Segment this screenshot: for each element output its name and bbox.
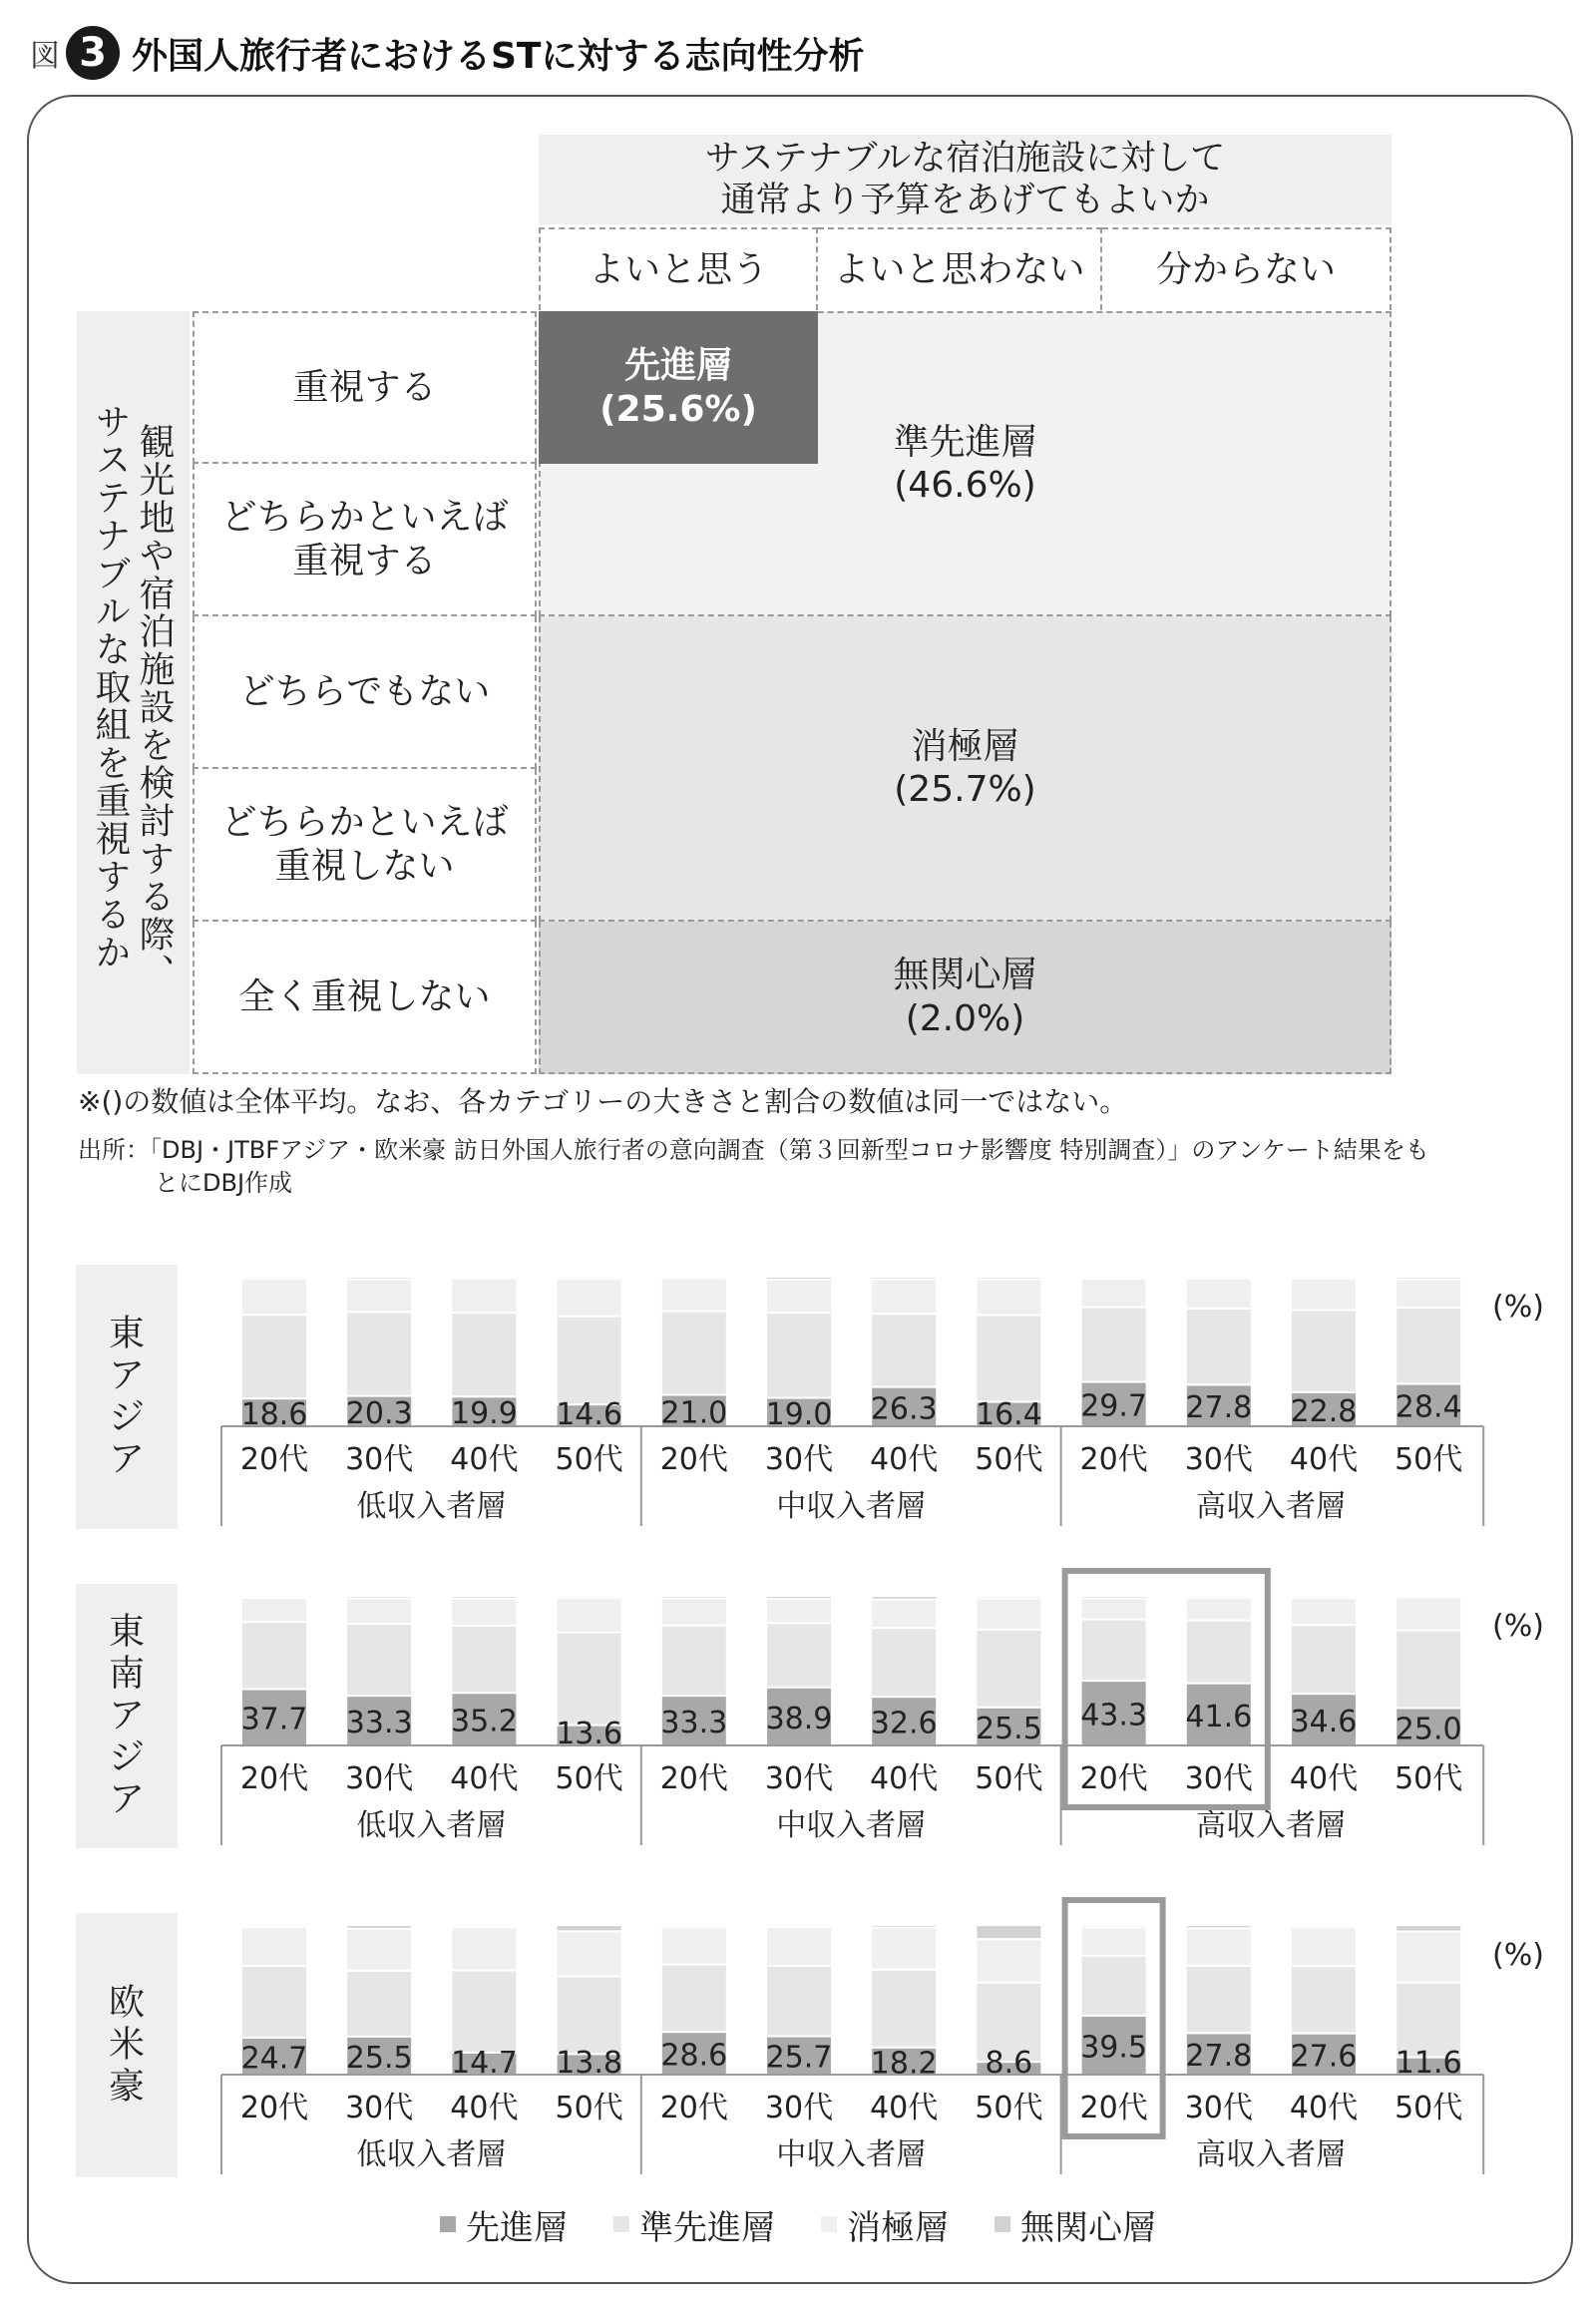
chart-legend xyxy=(0,2199,1596,2249)
panel1-tick-label-1: 20代 xyxy=(239,1442,309,1477)
panel1-value-label-3: 19.9 xyxy=(451,1396,518,1432)
panel1-value-label-1: 18.6 xyxy=(240,1397,308,1433)
panel1-group-label-2: 中収入者層 xyxy=(776,1489,927,1524)
panel1-unit-label: (%) xyxy=(1492,1290,1544,1325)
panel2-value-label-3: 35.2 xyxy=(451,1704,518,1739)
panel2-bar-passive-3 xyxy=(451,1599,517,1626)
matrix-side-header xyxy=(77,311,190,1074)
panel2-region-char: ア xyxy=(108,1778,146,1820)
note-text: ※()の数値は全体平均。なお、各カテゴリーの大きさと割合の数値は同一ではない。 xyxy=(78,1085,1128,1118)
panel3-bar-indifferent-12 xyxy=(1396,1925,1461,1932)
panel3-region-char: 豪 xyxy=(108,2066,146,2108)
panel1-value-label-4: 14.6 xyxy=(556,1397,622,1432)
panel3-bar-passive-2 xyxy=(346,1929,412,1971)
panel2-value-label-11: 34.6 xyxy=(1290,1705,1358,1740)
matrix-col-header-1: よいと思う xyxy=(539,227,818,310)
panel3-tick-label-11: 40代 xyxy=(1289,2091,1359,2125)
panel1-bar-indifferent-7 xyxy=(871,1277,937,1280)
matrix-row-header-4 xyxy=(193,769,537,922)
panel2-bar-passive-8 xyxy=(976,1598,1041,1630)
panel1-bar-semi-4 xyxy=(557,1317,622,1405)
panel1-bar-indifferent-10 xyxy=(1186,1277,1252,1279)
panel2-region-char: 東 xyxy=(108,1611,146,1653)
panel3-value-label-4: 13.8 xyxy=(556,2046,622,2081)
matrix-col-header-3: 分からない xyxy=(1102,227,1392,310)
legend-swatch-passive xyxy=(821,2216,837,2232)
panel3-bar-indifferent-1 xyxy=(241,1925,307,1927)
panel3-unit-label: (%) xyxy=(1492,1938,1544,1973)
panel1-value-label-7: 26.3 xyxy=(870,1391,938,1427)
panel3-bar-semi-10 xyxy=(1186,1966,1252,2034)
panel2-tick-label-12: 50代 xyxy=(1395,1761,1463,1796)
panel3-bar-semi-11 xyxy=(1291,1966,1357,2034)
segment-indifferent xyxy=(539,922,1392,1074)
panel2-bar-passive-1 xyxy=(241,1598,307,1622)
panel3-bar-indifferent-4 xyxy=(557,1925,622,1931)
panel2-bar-semi-10 xyxy=(1186,1621,1252,1684)
panel1-bar-indifferent-2 xyxy=(346,1277,412,1280)
panel1-value-label-8: 16.4 xyxy=(976,1397,1042,1432)
panel2-tick-label-10: 30代 xyxy=(1184,1761,1253,1796)
panel2-bar-indifferent-2 xyxy=(346,1596,412,1599)
panel1-bar-passive-1 xyxy=(241,1279,307,1315)
panel3-bar-passive-4 xyxy=(557,1931,622,1976)
panel3-bar-indifferent-7 xyxy=(871,1925,937,1928)
panel2-tick-label-6: 30代 xyxy=(764,1761,834,1796)
panel2-bar-indifferent-12 xyxy=(1396,1596,1461,1598)
panel1-bar-passive-11 xyxy=(1291,1279,1357,1311)
panel2-bar-indifferent-11 xyxy=(1291,1596,1357,1598)
panel3-bar-passive-6 xyxy=(766,1927,832,1966)
panel2-bar-indifferent-9 xyxy=(1081,1596,1147,1599)
panel2-value-label-9: 43.3 xyxy=(1080,1698,1147,1733)
panel3-value-label-5: 28.6 xyxy=(660,2038,728,2074)
panel3-bar-passive-1 xyxy=(241,1927,307,1966)
panel2-bar-indifferent-1 xyxy=(241,1596,307,1598)
panel1-bar-semi-8 xyxy=(976,1315,1041,1401)
indifferent-name: 無関心層 xyxy=(893,955,1037,996)
panel2-bar-indifferent-5 xyxy=(661,1596,727,1599)
panel1-value-label-9: 29.7 xyxy=(1080,1388,1147,1424)
panel1-bar-semi-7 xyxy=(871,1314,937,1387)
panel2-tick-label-2: 30代 xyxy=(345,1761,414,1796)
row1-line1: 重視する xyxy=(292,366,437,408)
panel3-bar-indifferent-6 xyxy=(766,1925,832,1927)
legend-label-leader: 先進層 xyxy=(466,2207,568,2248)
panel2-value-label-5: 33.3 xyxy=(660,1706,728,1741)
panel1-bar-semi-10 xyxy=(1186,1309,1252,1385)
matrix-col-header-2: よいと思わない xyxy=(818,227,1102,310)
panel3-value-label-12: 11.6 xyxy=(1395,2046,1462,2081)
panel1-tick-label-6: 30代 xyxy=(764,1442,834,1477)
semi-leader-name: 準先進層 xyxy=(893,421,1037,463)
panel3-bar-passive-11 xyxy=(1291,1927,1357,1966)
panel1-bar-passive-5 xyxy=(661,1279,727,1312)
panel1-bar-passive-4 xyxy=(557,1279,622,1317)
panel3-bar-passive-8 xyxy=(976,1939,1041,1983)
row3-line1: どちらでもない xyxy=(238,670,491,712)
panel3-tick-label-6: 30代 xyxy=(764,2091,834,2125)
panel3-bar-passive-12 xyxy=(1396,1932,1461,1983)
panel2-bar-semi-8 xyxy=(976,1630,1041,1708)
panel2-bar-semi-2 xyxy=(346,1624,412,1696)
panel3-tick-label-1: 20代 xyxy=(239,2091,309,2125)
legend-item-indifferent xyxy=(995,2200,1156,2249)
panel1-region-char: ジ xyxy=(108,1396,146,1438)
panel2-value-label-10: 41.6 xyxy=(1185,1699,1253,1734)
panel1-tick-label-8: 50代 xyxy=(975,1442,1043,1477)
panel1-group-label-1: 低収入者層 xyxy=(356,1489,507,1524)
panel1-bar-semi-6 xyxy=(766,1313,832,1398)
panel2-value-label-7: 32.6 xyxy=(870,1706,938,1741)
panel2-bar-semi-12 xyxy=(1396,1631,1461,1709)
panel1-bar-semi-11 xyxy=(1291,1310,1357,1392)
panel3-bar-indifferent-9 xyxy=(1081,1925,1147,1927)
panel2-bar-indifferent-4 xyxy=(557,1596,622,1598)
panel2-bar-passive-5 xyxy=(661,1599,727,1626)
panel3-bar-passive-10 xyxy=(1186,1928,1252,1966)
panel3-bar-semi-4 xyxy=(557,1976,622,2054)
panel1-region-char: ア xyxy=(108,1354,146,1396)
panel2-bar-semi-5 xyxy=(661,1626,727,1697)
panel1-value-label-11: 22.8 xyxy=(1290,1393,1358,1429)
legend-label-passive: 消極層 xyxy=(847,2207,949,2248)
panel1-bar-indifferent-3 xyxy=(451,1277,517,1279)
panel3-bar-semi-6 xyxy=(766,1966,832,2037)
legend-swatch-semi xyxy=(613,2216,629,2232)
panel3-bar-passive-3 xyxy=(451,1927,517,1971)
panel1-tick-label-3: 40代 xyxy=(450,1442,519,1477)
panel1-bar-passive-8 xyxy=(976,1279,1041,1315)
panel2-tick-label-4: 50代 xyxy=(555,1761,623,1796)
panel3-value-label-6: 25.7 xyxy=(765,2040,833,2076)
figure-label: 図 xyxy=(30,39,60,74)
legend-label-semi: 準先進層 xyxy=(639,2207,775,2248)
panel2-region-char: ア xyxy=(108,1695,146,1736)
panel2-tick-label-8: 50代 xyxy=(975,1761,1043,1796)
panel1-region-char: ア xyxy=(108,1438,146,1480)
panel3-value-label-2: 25.5 xyxy=(345,2040,413,2076)
panel2-bar-passive-6 xyxy=(766,1599,832,1623)
panel2-region-char: 南 xyxy=(108,1653,146,1695)
panel3-bar-passive-5 xyxy=(661,1927,727,1965)
panel3-tick-label-3: 40代 xyxy=(450,2091,519,2125)
panel1-bar-indifferent-8 xyxy=(976,1277,1041,1279)
panel2-bar-semi-9 xyxy=(1081,1620,1147,1682)
segment-passive xyxy=(539,616,1392,922)
panel2-bar-passive-2 xyxy=(346,1599,412,1625)
panel3-tick-label-8: 50代 xyxy=(975,2091,1043,2125)
panel1-bar-passive-9 xyxy=(1081,1279,1147,1308)
panel2-unit-label: (%) xyxy=(1492,1609,1544,1644)
panel3-group-label-1: 低収入者層 xyxy=(356,2137,507,2172)
panel2-bar-semi-7 xyxy=(871,1628,937,1697)
panel3-bar-semi-1 xyxy=(241,1966,307,2038)
panel3-value-label-3: 14.7 xyxy=(451,2046,518,2081)
semi-leader-pct: (46.6%) xyxy=(894,465,1036,506)
row2-line2: 重視する xyxy=(292,540,437,581)
row4-line2: 重視しない xyxy=(274,845,455,887)
panel2-group-label-2: 中収入者層 xyxy=(776,1808,927,1843)
panel2-bar-passive-11 xyxy=(1291,1598,1357,1625)
panel3-value-label-11: 27.6 xyxy=(1290,2039,1358,2075)
panel1-bar-semi-1 xyxy=(241,1315,307,1398)
figure-title: 外国人旅行者におけるSTに対する志向性分析 xyxy=(132,35,865,77)
panel2-bar-passive-9 xyxy=(1081,1599,1147,1620)
indifferent-pct: (2.0%) xyxy=(905,997,1025,1039)
panel3-bar-passive-7 xyxy=(871,1928,937,1970)
legend-label-indifferent: 無関心層 xyxy=(1020,2207,1156,2248)
panel1-region-char: 東 xyxy=(108,1313,146,1354)
panel1-tick-label-2: 30代 xyxy=(345,1442,414,1477)
panel2-bar-indifferent-6 xyxy=(766,1596,832,1599)
panel1-bar-passive-6 xyxy=(766,1280,832,1313)
panel2-tick-label-1: 20代 xyxy=(239,1761,309,1796)
panel1-group-label-3: 高収入者層 xyxy=(1196,1489,1346,1524)
panel3-bar-indifferent-2 xyxy=(346,1925,412,1929)
panel1-tick-label-9: 20代 xyxy=(1079,1442,1148,1477)
panel1-bar-indifferent-9 xyxy=(1081,1277,1147,1279)
panel1-bar-passive-7 xyxy=(871,1280,937,1315)
panel1-bar-semi-12 xyxy=(1396,1308,1461,1384)
panel2-bar-semi-11 xyxy=(1291,1625,1357,1694)
passive-name: 消極層 xyxy=(911,725,1019,767)
panel3-bar-passive-9 xyxy=(1081,1927,1147,1956)
panel2-bar-indifferent-3 xyxy=(451,1596,517,1599)
panel2-group-label-3: 高収入者層 xyxy=(1196,1808,1346,1843)
panel3-tick-label-7: 40代 xyxy=(870,2091,939,2125)
panel1-value-label-10: 27.8 xyxy=(1185,1390,1253,1426)
legend-swatch-leader xyxy=(440,2216,456,2232)
panel3-bar-semi-3 xyxy=(451,1970,517,2053)
panel1-bar-passive-10 xyxy=(1186,1279,1252,1309)
row5-line1: 全く重視しない xyxy=(238,975,491,1017)
panel3-value-label-1: 24.7 xyxy=(240,2041,308,2077)
panel3-group-label-3: 高収入者層 xyxy=(1196,2137,1346,2172)
panel3-tick-label-9: 20代 xyxy=(1079,2091,1148,2125)
panel1-tick-label-4: 50代 xyxy=(555,1442,623,1477)
legend-item-passive xyxy=(821,2200,949,2249)
matrix-row-header-1 xyxy=(193,311,537,464)
panel1-tick-label-12: 50代 xyxy=(1395,1442,1463,1477)
panel3-bar-semi-9 xyxy=(1081,1956,1147,2016)
panel2-value-label-8: 25.5 xyxy=(976,1711,1042,1746)
panel3-bar-indifferent-3 xyxy=(451,1925,517,1927)
panel3-value-label-9: 39.5 xyxy=(1080,2030,1147,2066)
panel2-tick-label-9: 20代 xyxy=(1079,1761,1148,1796)
panel1-bar-semi-3 xyxy=(451,1313,517,1396)
panel1-bar-indifferent-1 xyxy=(241,1277,307,1279)
panel3-bar-indifferent-5 xyxy=(661,1925,727,1927)
panel2-bar-passive-7 xyxy=(871,1600,937,1629)
panel1-bar-indifferent-5 xyxy=(661,1277,727,1279)
panel1-tick-label-10: 30代 xyxy=(1184,1442,1253,1477)
panel3-tick-label-4: 50代 xyxy=(555,2091,623,2125)
panel3-bar-indifferent-10 xyxy=(1186,1925,1252,1928)
panel2-tick-label-7: 40代 xyxy=(870,1761,939,1796)
panel2-value-label-6: 38.9 xyxy=(765,1701,833,1736)
panel2-bar-indifferent-7 xyxy=(871,1596,937,1600)
source-text-line2: とにDBJ作成 xyxy=(155,1169,293,1197)
passive-pct: (25.7%) xyxy=(894,769,1036,810)
row2-line1: どちらかといえば xyxy=(220,497,509,539)
panel2-tick-label-5: 20代 xyxy=(659,1761,728,1796)
segment-leader xyxy=(539,311,818,464)
panel2-value-label-12: 25.0 xyxy=(1395,1712,1462,1747)
panel1-tick-label-5: 20代 xyxy=(659,1442,728,1477)
panel1-bar-indifferent-11 xyxy=(1291,1277,1357,1279)
panel3-bar-indifferent-11 xyxy=(1291,1925,1357,1927)
panel3-tick-label-5: 20代 xyxy=(659,2091,728,2125)
panel2-bar-passive-4 xyxy=(557,1598,622,1633)
legend-item-leader xyxy=(440,2200,568,2249)
panel1-bar-passive-2 xyxy=(346,1280,412,1313)
panel3-bar-semi-5 xyxy=(661,1965,727,2033)
stacked-bar-charts xyxy=(0,1237,1596,2254)
panel3-value-label-7: 18.2 xyxy=(870,2046,938,2082)
panel3-tick-label-12: 50代 xyxy=(1395,2091,1463,2125)
legend-swatch-indifferent xyxy=(995,2216,1010,2232)
panel1-bar-indifferent-12 xyxy=(1396,1277,1461,1279)
figure-number: 3 xyxy=(66,26,120,80)
panel2-value-label-2: 33.3 xyxy=(345,1706,413,1741)
panel3-bar-indifferent-8 xyxy=(976,1925,1041,1939)
panel1-bar-indifferent-6 xyxy=(766,1277,832,1280)
top-header-line2: 通常より予算をあげてもよいか xyxy=(720,181,1210,220)
matrix-row-header-5 xyxy=(193,922,537,1074)
panel1-tick-label-11: 40代 xyxy=(1289,1442,1359,1477)
panel2-region-char: ジ xyxy=(108,1736,146,1778)
leader-pct: (25.6%) xyxy=(599,388,757,430)
panel1-bar-semi-2 xyxy=(346,1313,412,1396)
matrix-row-header-2 xyxy=(193,464,537,616)
side-header-line1: 観光地や宿泊施設を検討する際、 xyxy=(134,423,175,991)
leader-name: 先進層 xyxy=(623,345,732,387)
panel1-bar-semi-5 xyxy=(661,1312,727,1395)
panel3-region-char: 米 xyxy=(108,2024,146,2066)
segment-matrix xyxy=(0,0,1596,1077)
panel3-tick-label-10: 30代 xyxy=(1184,2091,1253,2125)
panel1-bar-semi-9 xyxy=(1081,1307,1147,1381)
matrix-row-header-3 xyxy=(193,616,537,769)
top-header-line1: サステナブルな宿泊施設に対して xyxy=(704,139,1226,179)
source-text-line1: 出所：「DBJ・JTBFアジア・欧米豪 訪日外国人旅行者の意向調査（第３回新型コロナ影響度 特別調査）」のアンケート結果をも xyxy=(78,1136,1429,1164)
matrix-top-header xyxy=(539,135,1392,224)
panel1-value-label-5: 21.0 xyxy=(660,1395,728,1431)
panel3-value-label-10: 27.8 xyxy=(1185,2039,1253,2075)
panel3-group-label-2: 中収入者層 xyxy=(776,2137,927,2172)
panel2-bar-semi-1 xyxy=(241,1622,307,1690)
panel3-value-label-8: 8.6 xyxy=(985,2046,1033,2081)
panel1-value-label-2: 20.3 xyxy=(345,1395,413,1431)
panel2-value-label-1: 37.7 xyxy=(240,1702,308,1737)
legend-item-semi xyxy=(613,2200,775,2249)
panel2-bar-semi-3 xyxy=(451,1626,517,1694)
panel3-tick-label-2: 30代 xyxy=(345,2091,414,2125)
panel3-bar-semi-7 xyxy=(871,1970,937,2048)
panel1-tick-label-7: 40代 xyxy=(870,1442,939,1477)
panel2-group-label-1: 低収入者層 xyxy=(356,1808,507,1843)
panel1-bar-passive-12 xyxy=(1396,1279,1461,1308)
panel1-bar-indifferent-4 xyxy=(557,1277,622,1279)
panel2-bar-indifferent-8 xyxy=(976,1596,1041,1598)
panel2-bar-passive-10 xyxy=(1186,1598,1252,1621)
panel1-value-label-6: 19.0 xyxy=(765,1396,833,1432)
panel2-bar-passive-12 xyxy=(1396,1598,1461,1631)
panel1-bar-passive-3 xyxy=(451,1279,517,1314)
panel1-value-label-12: 28.4 xyxy=(1395,1389,1462,1425)
panel2-tick-label-3: 40代 xyxy=(450,1761,519,1796)
panel2-bar-semi-6 xyxy=(766,1623,832,1688)
panel3-bar-semi-2 xyxy=(346,1971,412,2037)
side-header-line2: サステナブルな取組を重視するか xyxy=(90,403,131,971)
panel3-region-char: 欧 xyxy=(108,1982,146,2024)
panel2-tick-label-11: 40代 xyxy=(1289,1761,1359,1796)
row4-line1: どちらかといえば xyxy=(220,802,509,844)
panel2-bar-semi-4 xyxy=(557,1633,622,1726)
panel2-bar-indifferent-10 xyxy=(1186,1596,1252,1598)
panel2-value-label-4: 13.6 xyxy=(556,1717,622,1751)
